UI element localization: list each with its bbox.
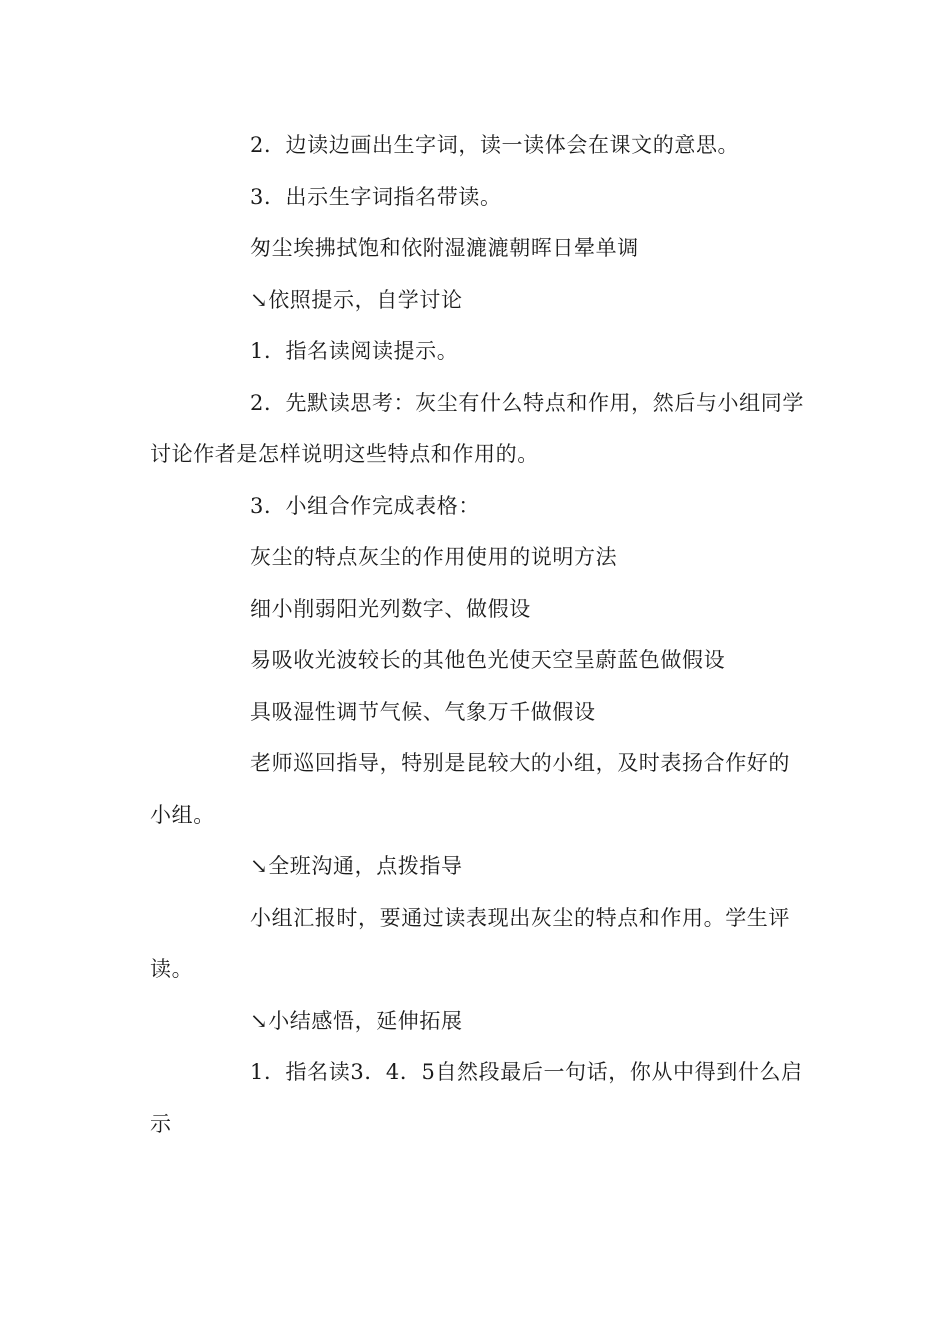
table-row-text: 易吸收光波较长的其他色光使天空呈蔚蓝色做假设 [250, 648, 726, 672]
paragraph: 3．出示生字词指名带读。 [250, 184, 502, 209]
table-row-text: 具吸湿性调节气候、气象万千做假设 [250, 699, 596, 724]
paragraph: 匆尘埃拂拭饱和依附湿漉漉朝晖日晕单调 [250, 236, 639, 260]
table-row-text: 灰尘的特点灰尘的作用使用的说明方法 [250, 545, 618, 569]
section-heading: ↘小结感悟，延伸拓展 [250, 1008, 463, 1033]
section-heading: ↘全班沟通，点拨指导 [250, 854, 463, 878]
document-body [150, 120, 810, 1150]
paragraph: 2．边读边画出生字词，读一读体会在课文的意思。 [250, 133, 740, 157]
section-heading: ↘依照提示，自学讨论 [250, 287, 463, 312]
paragraph: 1．指名读3．4．5自然段最后一句话，你从中得到什么启示 [150, 1060, 803, 1136]
table-row-text: 细小削弱阳光列数字、做假设 [250, 596, 531, 621]
paragraph: 2．先默读思考：灰尘有什么特点和作用，然后与小组同学讨论作者是怎样说明这些特点和作用的。 [150, 390, 804, 466]
paragraph: 老师巡回指导，特别是昆较大的小组，及时表扬合作好的小组。 [150, 751, 790, 827]
paragraph: 小组汇报时，要通过读表现出灰尘的特点和作用。学生评读。 [150, 905, 790, 981]
paragraph: 3．小组合作完成表格： [250, 493, 480, 518]
paragraph: 1．指名读阅读提示。 [250, 339, 459, 363]
